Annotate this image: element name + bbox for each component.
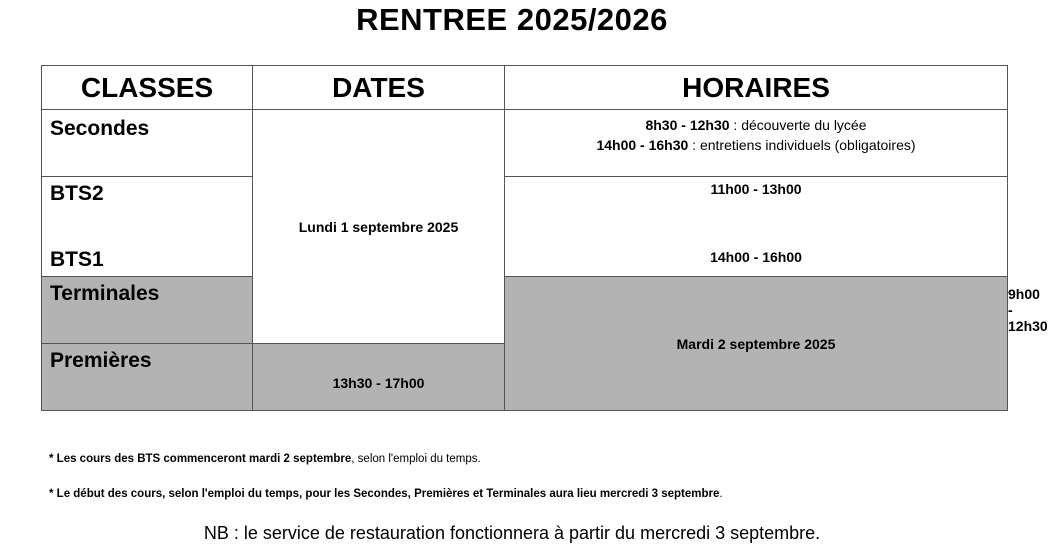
note-bold: * Le début des cours, selon l'emploi du temps, pour les Secondes, Premières et Terminales aura lieu mercredi 3 septembre [49,488,720,500]
class-cell: Secondes [42,110,253,177]
table-header-row [42,66,1008,110]
class-cell: Premières [42,344,253,411]
note-normal: . [719,488,723,500]
time-desc: : entretiens individuels (obligatoires) [688,137,916,153]
note-normal: , selon l'emploi du temps. [351,453,481,465]
date-cell: Mardi 2 septembre 2025 [505,277,1008,411]
table-row [42,177,1008,277]
nb-note: NB : le service de restauration fonctionnera à partir du mercredi 3 septembre. [203,523,821,543]
time-desc: : découverte du lycée [729,117,867,133]
hours-cell [505,110,1008,177]
table-row: Terminales Mardi 2 septembre 2025 9h00 - 12h30 [42,277,1008,344]
schedule-table [41,65,1048,411]
time-range: 14h00 - 16h00 [710,249,802,265]
time-range: 14h00 - 16h30 [596,137,689,153]
table-row [42,110,1008,177]
class-cell: Terminales [42,277,253,344]
time-range: 8h30 - 12h30 [645,117,730,133]
header-horaires: HORAIRES [505,66,1008,110]
class-label-bts2: BTS2 [50,182,104,205]
note-bold: * Les cours des BTS commenceront mardi 2 septembre [49,453,352,465]
note [49,488,723,500]
hours-cell-bts [505,177,1008,277]
class-label-bts1: BTS1 [50,248,104,271]
hours-cell: 13h30 - 17h00 [253,344,505,411]
page-title: RENTREE 2025/2026 [356,2,668,37]
note [49,453,481,465]
class-cell-bts [42,177,253,277]
time-range: 11h00 - 13h00 [710,181,802,197]
header-classes: CLASSES [42,66,253,110]
header-dates: DATES [253,66,505,110]
date-cell: Lundi 1 septembre 2025 [253,110,505,344]
